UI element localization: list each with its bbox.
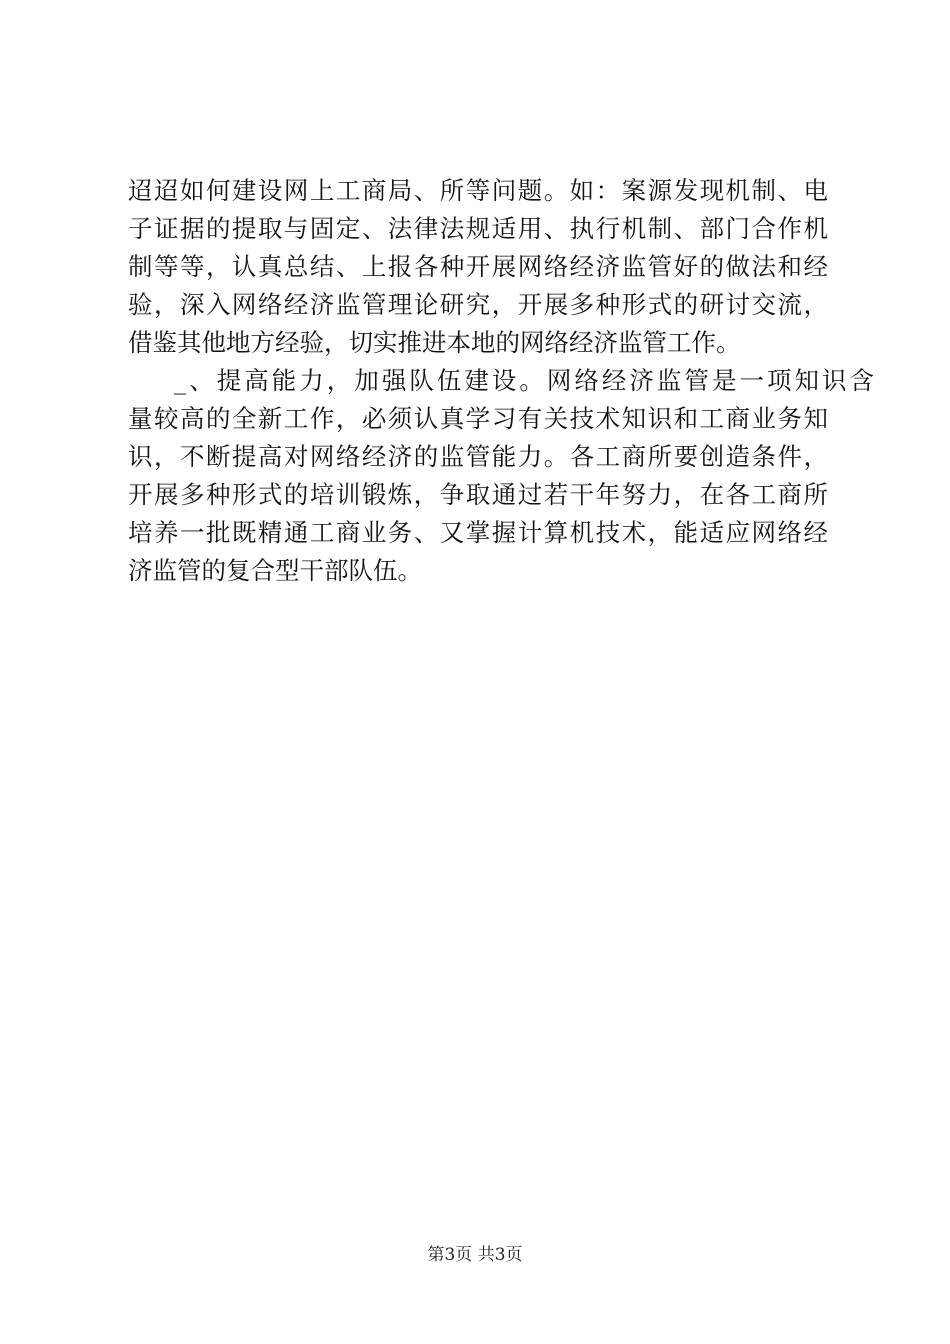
- text-line: 量较高的全新工作，必须认真学习有关技术知识和工商业务知: [128, 404, 828, 433]
- text-line: 开展多种形式的培训锻炼，争取通过若干年努力，在各工商所: [128, 480, 828, 509]
- body-text: [128, 172, 874, 590]
- text-line: 借鉴其他地方经验，切实推进本地的网络经济监管工作。: [128, 328, 741, 357]
- text-line: _、提高能力，加强队伍建设。网络经济监管是一项知识含: [174, 366, 874, 395]
- text-line: 培养一批既精通工商业务、又掌握计算机技术，能适应网络经: [128, 518, 828, 547]
- text-line: 验，深入网络经济监管理论研究，开展多种形式的研讨交流，: [128, 290, 828, 319]
- text-line: 识，不断提高对网络经济的监管能力。各工商所要创造条件，: [128, 442, 828, 471]
- text-line: 迢迢如何建设网上工商局、所等问题。如：案源发现机制、电: [128, 176, 828, 205]
- paragraph-2: [128, 362, 874, 590]
- text-line: 济监管的复合型干部队伍。: [128, 556, 422, 585]
- paragraph-1: [128, 172, 828, 362]
- page-footer: 第3页 共3页: [427, 1245, 523, 1265]
- text-line: 制等等，认真总结、上报各种开展网络经济监管好的做法和经: [128, 252, 828, 281]
- text-line: 子证据的提取与固定、法律法规适用、执行机制、部门合作机: [128, 214, 828, 243]
